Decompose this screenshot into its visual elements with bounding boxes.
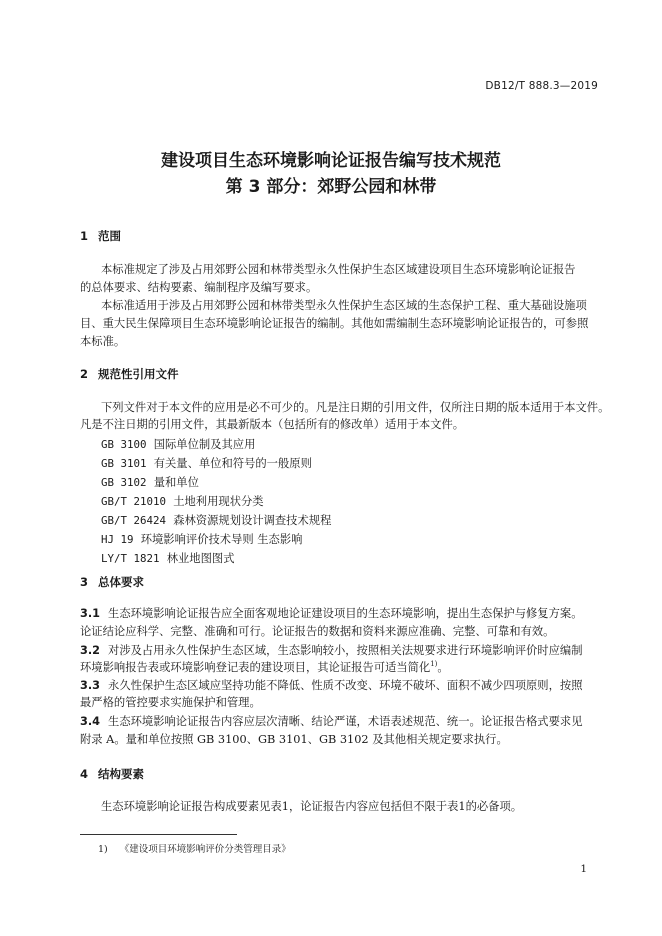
reference-item: GB 3100 国际单位制及其应用	[101, 438, 256, 451]
section-number: 1	[80, 229, 89, 243]
clause-3-4: 3.4 生态环境影响论证报告内容应层次清晰、结论严谨，术语表述规范、统一。论证报告格式要求见	[80, 715, 583, 728]
section-number: 4	[80, 767, 89, 781]
document-title: 建设项目生态环境影响论证报告编写技术规范	[161, 151, 501, 171]
reference-item: LY/T 1821 林业地图图式	[101, 552, 235, 565]
paragraph-line: 环境影响报告表或环境影响登记表的建设项目，其论证报告可适当简化$^{1)}$。	[80, 660, 449, 674]
paragraph-line: 的总体要求、结构要素、编制程序及编写要求。	[80, 281, 318, 294]
reference-item: GB/T 26424 森林资源规划设计调查技术规程	[101, 514, 332, 527]
clause-3-1: 3.1 生态环境影响论证报告应全面客观地论证建设项目的生态环境影响，提出生态保护与修复方案。	[80, 607, 583, 620]
paragraph-line: 生态环境影响论证报告构成要素见表1，论证报告内容应包括但不限于表1的必备项。	[101, 800, 523, 813]
section-title: 规范性引用文件	[98, 367, 179, 381]
page-number: 1	[580, 863, 587, 875]
section-number: 3	[80, 575, 89, 589]
reference-item: HJ 19 环境影响评价技术导则 生态影响	[101, 533, 303, 546]
paragraph-line: 凡是不注日期的引用文件，其最新版本（包括所有的修改单）适用于本文件。	[80, 418, 465, 431]
footnote-divider	[80, 834, 237, 835]
reference-item: GB 3102 量和单位	[101, 476, 199, 489]
section-number: 2	[80, 367, 89, 381]
paragraph-line: 下列文件对于本文件的应用是必不可少的。凡是注日期的引用文件，仅所注日期的版本适用于本文件。	[101, 401, 610, 414]
paragraph-line: 论证结论应科学、完整、准确和可行。论证报告的数据和资料来源应准确、完整、可靠和有效。	[80, 625, 555, 638]
section-title: 结构要素	[98, 767, 144, 781]
footnote-ref[interactable]: 1)	[430, 660, 438, 668]
document-subtitle: 第 3 部分：郊野公园和林带	[225, 177, 437, 197]
section-title: 范围	[98, 229, 121, 243]
document-code: DB12/T 888.3—2019	[485, 80, 598, 92]
paragraph-line: 本标准规定了涉及占用郊野公园和林带类型永久性保护生态区域建设项目生态环境影响论证报告	[101, 263, 576, 276]
paragraph-line: 目、重大民生保障项目生态环境影响论证报告的编制。其他如需编制生态环境影响论证报告的，可参照	[80, 317, 589, 330]
paragraph-line: 本标准适用于涉及占用郊野公园和林带类型永久性保护生态区域的生态保护工程、重大基础设施项	[101, 299, 587, 312]
section-2-heading	[80, 366, 179, 382]
footnote: 1) 《建设项目环境影响评价分类管理目录》	[98, 844, 291, 855]
reference-item: GB 3101 有关量、单位和符号的一般原则	[101, 457, 312, 470]
paragraph-line: 最严格的管控要求实施保护和管理。	[80, 696, 261, 709]
section-3-heading	[80, 574, 144, 590]
section-4-heading	[80, 766, 144, 782]
clause-3-3: 3.3 永久性保护生态区域应坚持功能不降低、性质不改变、环境不破坏、面积不减少四项原则，按照	[80, 679, 583, 692]
clause-3-2: 3.2 对涉及占用永久性保护生态区域，生态影响较小，按照相关法规要求进行环境影响评价时应编制	[80, 644, 583, 657]
reference-item: GB/T 21010 土地利用现状分类	[101, 495, 264, 508]
paragraph-line: 本标准。	[80, 335, 126, 348]
paragraph-line: 附录 A。量和单位按照 GB 3100、GB 3101、GB 3102 及其他相关规定要求执行。	[80, 733, 508, 746]
section-title: 总体要求	[98, 575, 144, 589]
section-1-heading	[80, 228, 121, 244]
